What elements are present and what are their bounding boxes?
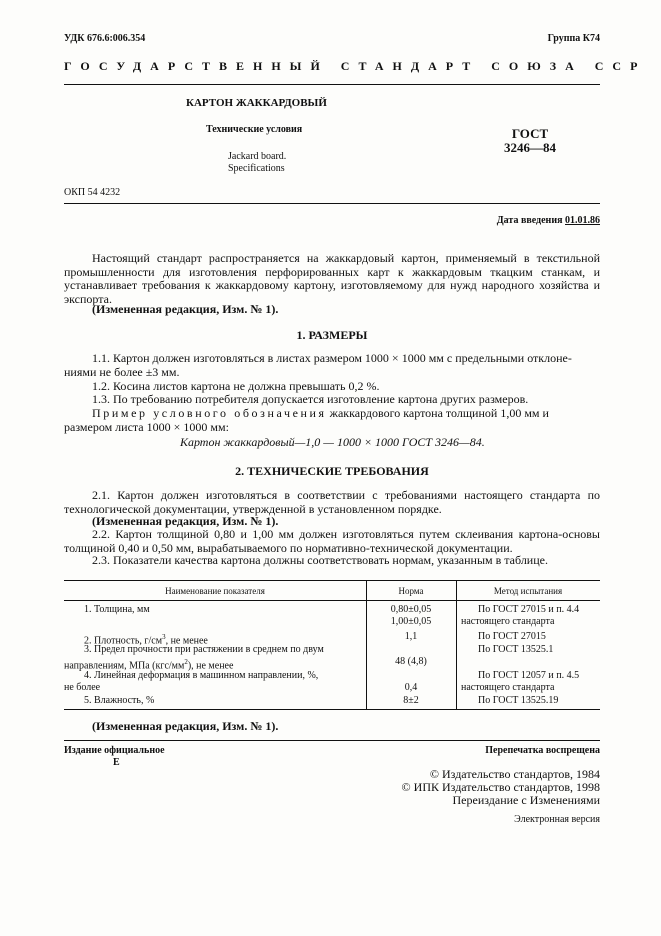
- clause-1-3: 1.3. По требованию потребителя допускается изготовление картона других размеров.: [92, 392, 529, 406]
- table-row-5-method: По ГОСТ 13525.19: [478, 695, 559, 706]
- row-2-name-text: 2. Плотность, г/см: [84, 635, 163, 647]
- row-2-name-tail: , не менее: [165, 635, 208, 647]
- table-row-4-method-1: По ГОСТ 12057 и п. 4.5: [478, 670, 580, 681]
- row-3-name-tail: ), не менее: [187, 660, 234, 672]
- clause-1-2: 1.2. Косина листов картона не должна превышать 0,2 %.: [92, 379, 380, 393]
- table-header-norm: Норма: [398, 586, 424, 596]
- gost-number: 3246—84: [504, 140, 556, 155]
- section-2-heading: 2. ТЕХНИЧЕСКИЕ ТРЕБОВАНИЯ: [235, 464, 429, 478]
- table-bottom-rule: [64, 709, 600, 710]
- reissue-note: Переиздание с Изменениями: [452, 793, 600, 807]
- row-2-name-sup: 3: [162, 633, 166, 641]
- table-row-5-name: 5. Влажность, %: [84, 695, 155, 706]
- table-row-2-method: По ГОСТ 27015: [478, 631, 546, 642]
- table-header-name: Наименование показателя: [165, 586, 265, 596]
- copyright-1984: © Издательство стандартов, 1984: [429, 767, 600, 781]
- official-edition: Издание официальное: [64, 745, 165, 756]
- section-1-heading: 1. РАЗМЕРЫ: [296, 328, 368, 342]
- table-row-4-name-1: 4. Линейная деформация в машинном направлении, %,: [84, 670, 319, 681]
- table-row-1-norm-2: 1,00±0,05: [390, 616, 432, 627]
- table-row-4-method-2: настоящего стандарта: [461, 682, 555, 693]
- example-designation: [64, 407, 600, 434]
- clause-2-3: 2.3. Показатели качества картона должны соответствовать нормам, указанным в таблице.: [92, 553, 548, 567]
- clause-2-1: 2.1. Картон должен изготовляться в соответствии с требованиями настоящего стандарта по технологической документации, утвержденной в установленном порядке.: [64, 488, 600, 516]
- intro-paragraph: Настоящий стандарт распространяется на жаккардовый картон, применяемый в текстильной промышленности для изготовления перфорированных карт к жаккардовым ткацким станкам, и устанавливает требования к жаккардовому картону, изготовляемому для нужд народного хозяйства и экспорта.: [64, 251, 600, 306]
- table-row-1-method-2: настоящего стандарта: [461, 616, 555, 627]
- table-top-rule: [64, 580, 600, 581]
- table-row-4-name-2: не более: [64, 682, 101, 693]
- table-revision-note: (Измененная редакция, Изм. № 1).: [92, 719, 279, 733]
- table-row-1-method-1: По ГОСТ 27015 и п. 4.4: [478, 604, 580, 615]
- copyright-1998: © ИПК Издательство стандартов, 1998: [401, 780, 600, 794]
- document-subtitle: Технические условия: [206, 124, 303, 135]
- table-row-3-norm: 48 (4,8): [395, 656, 427, 667]
- table-col-divider-2: [456, 580, 457, 709]
- gost-label: ГОСТ: [511, 126, 549, 141]
- english-title-line1: Jackard board.: [228, 151, 287, 162]
- clause-2-2: 2.2. Картон толщиной 0,80 и 1,00 мм должен изготовляться путем склеивания картона-основы толщиной 0,40 и 0,50 мм, вырабатываемого по нормативно-технической документации.: [64, 527, 600, 555]
- table-row-5-norm: 8±2: [403, 695, 419, 706]
- electronic-version: Электронная версия: [514, 814, 600, 825]
- example-label-spaced: Пример условного обозначения: [92, 406, 327, 420]
- table-row-1-norm-1: 0,80±0,05: [390, 604, 432, 615]
- table-row-3-name-1: 3. Предел прочности при растяжении в среднем по двум: [84, 644, 324, 655]
- udk-code: УДК 676.6:006.354: [64, 33, 146, 44]
- footer-rule: [64, 740, 600, 741]
- example-line2: размером листа 1000 × 1000 мм:: [64, 419, 229, 434]
- state-standard-banner: ГОСУДАРСТВЕННЫЙ СТАНДАРТ СОЮЗА ССР: [64, 59, 647, 73]
- title-rule: [64, 203, 600, 204]
- intro-date-label: Дата введения: [496, 215, 563, 226]
- group-code: Группа К74: [547, 33, 600, 44]
- table-row-4-norm: 0,4: [404, 682, 418, 693]
- table-header-method: Метод испытания: [493, 586, 563, 596]
- english-title-line2: Specifications: [228, 163, 285, 174]
- table-row-1-name: 1. Толщина, мм: [84, 604, 150, 615]
- document-title: КАРТОН ЖАККАРДОВЫЙ: [186, 97, 327, 109]
- intro-date-value: 01.01.86: [565, 215, 600, 226]
- edition-letter: Е: [113, 757, 120, 768]
- row-3-name-sup: 2: [184, 658, 188, 666]
- clause-2-1-revision: (Измененная редакция, Изм. № 1).: [92, 514, 279, 528]
- table-header-rule: [64, 600, 600, 601]
- intro-revision-note: (Измененная редакция, Изм. № 1).: [92, 302, 279, 316]
- introduction-date: [497, 215, 600, 227]
- clause-1-1-line1: 1.1. Картон должен изготовляться в листах размером 1000 × 1000 мм с предельными отклоне-: [92, 351, 572, 365]
- table-row-2-norm: 1,1: [404, 631, 418, 642]
- reprint-prohibited: Перепечатка воспрещена: [485, 745, 600, 756]
- table-row-3-method: По ГОСТ 13525.1: [478, 644, 554, 655]
- designation-example: Картон жаккардовый—1,0 — 1000 × 1000 ГОСТ 3246—84.: [180, 435, 485, 449]
- header-rule: [64, 84, 600, 85]
- clause-1-1: [64, 352, 600, 379]
- example-label-rest: жаккардового картона толщиной 1,00 мм и: [329, 406, 549, 420]
- okp-code: ОКП 54 4232: [64, 187, 121, 198]
- clause-1-1-line2: ниями не более ±3 мм.: [64, 364, 180, 379]
- row-3-name-text: направлениям, МПа (кгс/мм: [64, 660, 185, 672]
